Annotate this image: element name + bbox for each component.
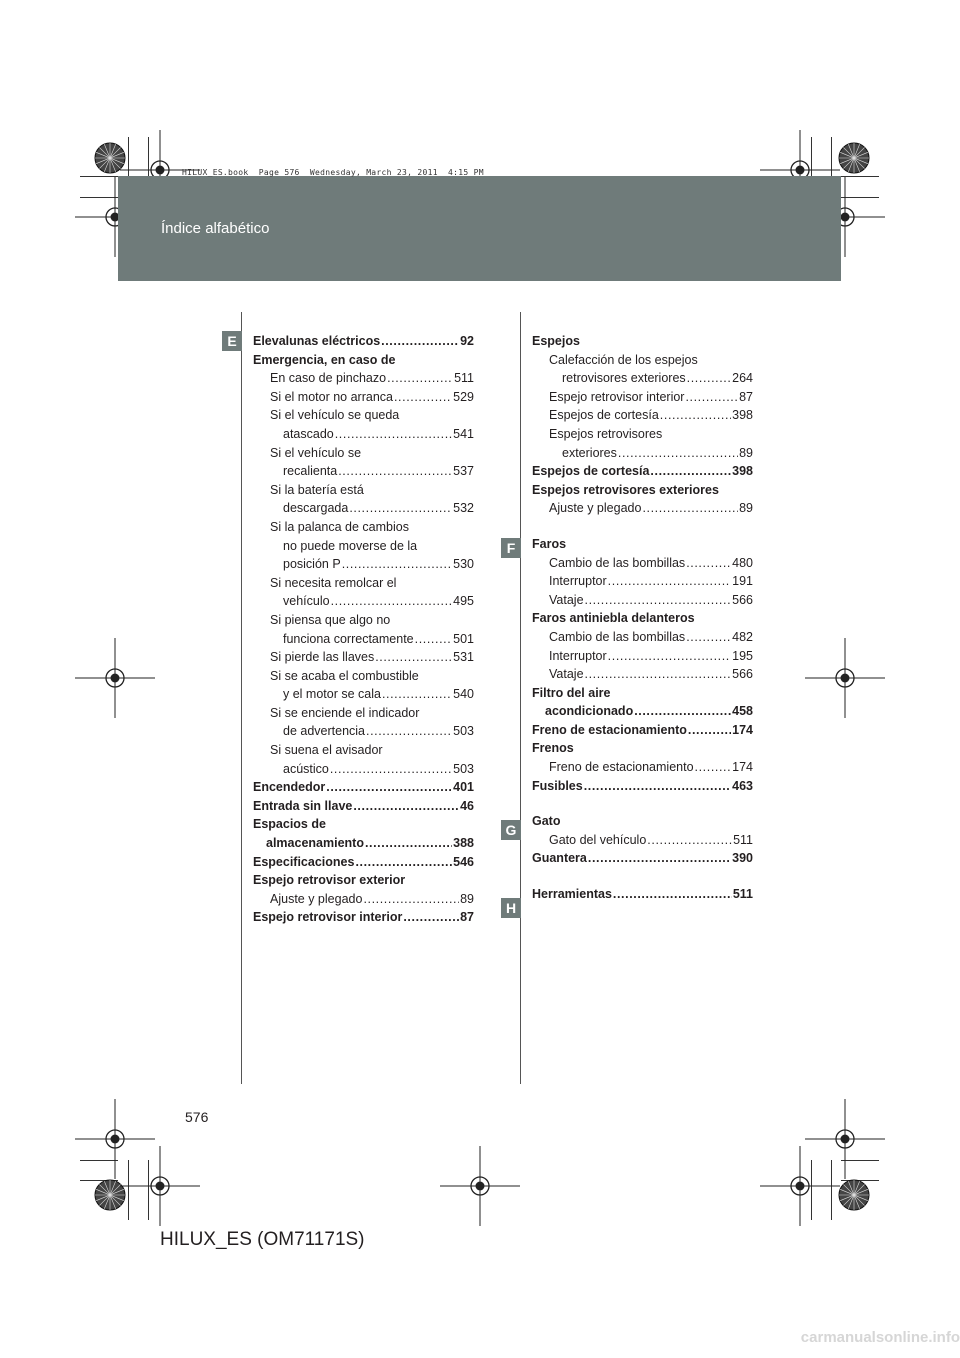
dot-leader [686, 628, 731, 647]
entry-text: no puede moverse de la [283, 538, 418, 553]
dot-leader [585, 591, 732, 610]
index-subentry [532, 351, 753, 370]
page-number: 576 [185, 1109, 209, 1125]
entry-text: y el motor se cala [283, 687, 381, 702]
entry-page-number: 546 [453, 854, 474, 869]
dot-leader [353, 797, 459, 816]
entry-text: acústico [283, 761, 329, 776]
index-entry [532, 535, 753, 554]
dot-leader [403, 908, 459, 927]
index-subentry [532, 499, 753, 518]
index-subentry [253, 611, 474, 630]
entry-page-number: 87 [739, 389, 753, 404]
index-subentry [532, 628, 753, 647]
index-subentry [253, 462, 474, 481]
entry-page-number: 511 [732, 887, 753, 902]
entry-text: Espejos de cortesía [532, 464, 650, 479]
index-subentry [253, 648, 474, 667]
entry-page-number: 503 [453, 761, 474, 776]
index-subentry [253, 667, 474, 686]
entry-text: En caso de pinchazo [270, 371, 387, 386]
entry-text: Herramientas [532, 887, 612, 902]
entry-text: Si el vehículo se [270, 445, 362, 460]
dot-leader [688, 721, 731, 740]
dot-leader [685, 388, 738, 407]
entry-text: Emergencia, en caso de [253, 352, 396, 367]
entry-text: Si la batería está [270, 482, 364, 497]
entry-page-number: 195 [732, 648, 753, 663]
index-entry [253, 797, 474, 816]
entry-text: Espejo retrovisor exterior [253, 873, 406, 888]
index-entry [532, 739, 753, 758]
entry-page-number: 92 [460, 334, 474, 348]
entry-text: Espejos [532, 334, 580, 348]
entry-page-number: 480 [732, 555, 753, 570]
entry-text: atascado [283, 426, 334, 441]
dot-leader [686, 554, 731, 573]
index-entry [253, 853, 474, 872]
entry-page-number: 458 [732, 704, 753, 719]
entry-text: Espacios de [253, 817, 326, 832]
entry-text: Faros antiniebla delanteros [532, 611, 695, 626]
entry-text: Espejo retrovisor interior [253, 910, 403, 925]
dot-leader [613, 885, 732, 904]
dot-leader [618, 444, 738, 463]
dot-leader [342, 555, 452, 574]
entry-text: Si se acaba el combustible [270, 668, 419, 683]
index-subentry [253, 425, 474, 444]
entry-page-number: 87 [460, 910, 474, 925]
dot-leader [335, 425, 452, 444]
entry-text: Entrada sin llave [253, 798, 353, 813]
entry-page-number: 482 [732, 629, 753, 644]
entry-page-number: 541 [453, 426, 474, 441]
index-entry [532, 462, 753, 481]
index-subentry [532, 591, 753, 610]
entry-text: exteriores [562, 445, 617, 460]
index-subentry [253, 592, 474, 611]
entry-page-number: 191 [732, 574, 753, 589]
entry-text: acondicionado [545, 704, 634, 719]
index-subentry [253, 890, 474, 909]
index-subentry [253, 630, 474, 649]
index-subentry [253, 741, 474, 760]
entry-page-number: 390 [732, 851, 753, 866]
dot-leader [355, 853, 452, 872]
entry-text: Espejos de cortesía [549, 408, 659, 423]
dot-leader [660, 406, 731, 425]
dot-leader [650, 462, 731, 481]
index-entry [532, 609, 753, 628]
entry-page-number: 463 [732, 778, 753, 793]
section-gap [532, 868, 753, 885]
column-divider-left [241, 312, 242, 1084]
entry-text: Freno de estacionamiento [549, 760, 694, 775]
index-subentry [253, 555, 474, 574]
dot-leader [695, 758, 732, 777]
entry-text: Ajuste y plegado [270, 891, 363, 906]
entry-text: descargada [283, 501, 349, 516]
entry-page-number: 174 [732, 722, 753, 737]
letter-tab-e: E [222, 331, 242, 351]
entry-text: Faros [532, 536, 567, 551]
index-subentry [532, 388, 753, 407]
index-subentry [532, 444, 753, 463]
index-subentry [253, 574, 474, 593]
index-entry [253, 871, 474, 890]
entry-text: retrovisores exteriores [562, 371, 686, 386]
index-subentry [532, 572, 753, 591]
dot-leader [381, 332, 459, 351]
entry-page-number: 511 [733, 832, 753, 847]
index-subentry [253, 444, 474, 463]
index-entry [532, 481, 753, 500]
index-entry [532, 684, 753, 703]
entry-text: Si pierde las llaves [270, 650, 375, 665]
dot-leader [375, 648, 452, 667]
entry-page-number: 46 [460, 798, 474, 813]
index-subentry [253, 704, 474, 723]
entry-page-number: 540 [453, 687, 474, 702]
section-gap [532, 795, 753, 812]
entry-page-number: 388 [453, 836, 474, 851]
index-subentry [532, 831, 753, 850]
entry-text: Espejos retrovisores [549, 426, 663, 441]
entry-page-number: 566 [732, 667, 753, 682]
book-stamp: HILUX_ES.book Page 576 Wednesday, March 23, 2011 4:15 PM [182, 168, 484, 177]
index-subentry [532, 554, 753, 573]
index-subentry [253, 388, 474, 407]
index-entry [532, 849, 753, 868]
dot-leader [647, 831, 732, 850]
entry-page-number: 401 [453, 780, 474, 795]
entry-text: Si el vehículo se queda [270, 408, 400, 423]
entry-text: Si se enciende el indicador [270, 705, 420, 720]
entry-text: Gato del vehículo [549, 832, 647, 847]
entry-text: Ajuste y plegado [549, 501, 642, 516]
index-subentry [532, 369, 753, 388]
entry-text: Elevalunas eléctricos [253, 334, 381, 348]
index-subentry [253, 481, 474, 500]
entry-text: funciona correctamente [283, 631, 414, 646]
index-subentry [253, 369, 474, 388]
entry-page-number: 531 [453, 650, 474, 665]
entry-page-number: 503 [453, 724, 474, 739]
index-entry [532, 721, 753, 740]
entry-page-number: 529 [453, 389, 474, 404]
page-title: Índice alfabético [161, 220, 270, 237]
index-subentry [253, 406, 474, 425]
index-subentry [532, 406, 753, 425]
entry-text: almacenamiento [266, 836, 364, 851]
dot-leader [394, 388, 452, 407]
entry-page-number: 89 [739, 445, 753, 460]
entry-page-number: 264 [732, 371, 753, 386]
index-entry [253, 351, 474, 370]
dot-leader [387, 369, 453, 388]
entry-page-number: 89 [460, 891, 474, 906]
index-entry [253, 815, 474, 834]
entry-page-number: 398 [732, 464, 753, 479]
letter-tab-h: H [501, 898, 521, 918]
entry-text: Espejo retrovisor interior [549, 389, 685, 404]
entry-text: Frenos [532, 741, 574, 756]
watermark: carmanualsonline.info [800, 1329, 960, 1346]
index-entry [253, 834, 474, 853]
dot-leader [349, 499, 452, 518]
entry-text: posición P [283, 557, 341, 572]
entry-text: Si la palanca de cambios [270, 519, 409, 534]
index-entry [532, 885, 753, 904]
dot-leader [330, 760, 452, 779]
entry-page-number: 501 [453, 631, 474, 646]
entry-text: Cambio de las bombillas [549, 555, 686, 570]
entry-text: Especificaciones [253, 854, 355, 869]
entry-text: Gato [532, 814, 561, 829]
index-entry [532, 702, 753, 721]
dot-leader [584, 777, 731, 796]
entry-page-number: 89 [739, 501, 753, 516]
entry-text: Calefacción de los espejos [549, 352, 698, 367]
dot-leader [331, 592, 453, 611]
index-subentry [253, 760, 474, 779]
entry-text: Encendedor [253, 780, 326, 795]
entry-page-number: 511 [454, 371, 474, 386]
entry-page-number: 174 [732, 760, 753, 775]
index-subentry [253, 537, 474, 556]
index-entry [532, 332, 753, 351]
entry-text: Freno de estacionamiento [532, 722, 687, 737]
entry-text: Interruptor [549, 648, 607, 663]
entry-page-number: 530 [453, 557, 474, 572]
entry-text: Si suena el avisador [270, 743, 383, 758]
entry-text: de advertencia [283, 724, 366, 739]
column-divider-middle [520, 312, 521, 1084]
entry-text: Interruptor [549, 574, 607, 589]
entry-page-number: 566 [732, 592, 753, 607]
dot-leader [585, 665, 732, 684]
dot-leader [588, 849, 731, 868]
entry-text: Filtro del aire [532, 685, 611, 700]
entry-text: recalienta [283, 464, 338, 479]
dot-leader [608, 647, 731, 666]
letter-tab-g: G [501, 820, 521, 840]
dot-leader [326, 778, 452, 797]
index-entry [532, 812, 753, 831]
dot-leader [415, 630, 453, 649]
entry-text: Cambio de las bombillas [549, 629, 686, 644]
model-code: HILUX_ES (OM71171S) [160, 1229, 365, 1250]
entry-text: Guantera [532, 851, 587, 866]
index-subentry [532, 665, 753, 684]
entry-page-number: 495 [453, 594, 474, 609]
index-subentry [532, 758, 753, 777]
entry-text: Si piensa que algo no [270, 612, 391, 627]
index-subentry [253, 685, 474, 704]
dot-leader [642, 499, 738, 518]
dot-leader [363, 890, 459, 909]
entry-page-number: 398 [732, 408, 753, 423]
section-gap [532, 518, 753, 535]
index-subentry [253, 499, 474, 518]
dot-leader [366, 722, 452, 741]
index-entry [253, 908, 474, 927]
index-column-left [253, 332, 474, 927]
entry-text: Vataje [549, 592, 584, 607]
index-subentry [253, 722, 474, 741]
letter-tab-f: F [501, 538, 521, 558]
entry-text: Espejos retrovisores exteriores [532, 482, 719, 497]
dot-leader [365, 834, 452, 853]
dot-leader [634, 702, 731, 721]
entry-text: Si necesita remolcar el [270, 575, 397, 590]
index-entry [253, 332, 474, 351]
entry-text: Si el motor no arranca [270, 389, 393, 404]
index-subentry [253, 518, 474, 537]
entry-page-number: 537 [453, 464, 474, 479]
index-entry [253, 778, 474, 797]
entry-text: vehículo [283, 594, 330, 609]
dot-leader [338, 462, 452, 481]
index-subentry [532, 647, 753, 666]
index-subentry [532, 425, 753, 444]
index-column-right [532, 332, 753, 904]
entry-text: Vataje [549, 667, 584, 682]
entry-page-number: 532 [453, 501, 474, 516]
dot-leader [687, 369, 731, 388]
dot-leader [382, 685, 452, 704]
index-entry [532, 777, 753, 796]
entry-text: Fusibles [532, 778, 583, 793]
dot-leader [608, 572, 731, 591]
